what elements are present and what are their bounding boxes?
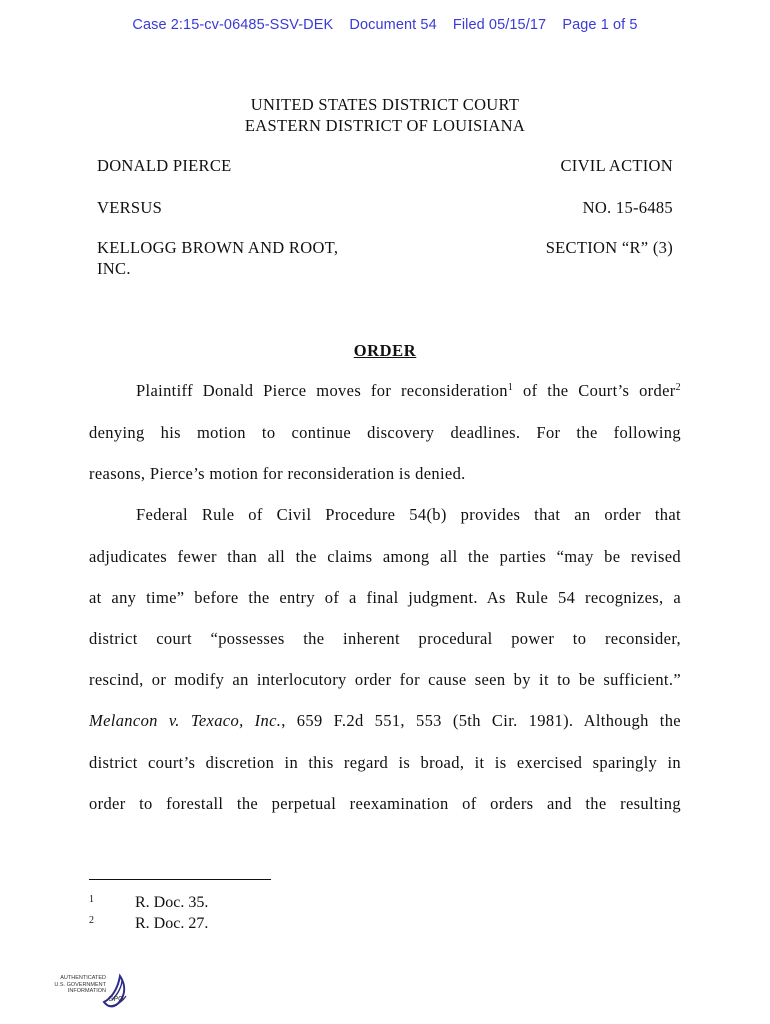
filed-date: Filed 05/15/17 xyxy=(452,17,547,33)
court-heading xyxy=(0,94,770,136)
gpo-eagle-icon xyxy=(98,972,134,1012)
gpo-authentication-seal xyxy=(44,972,134,1016)
gpo-mark: GPO xyxy=(108,996,124,1003)
court-name: UNITED STATES DISTRICT COURT xyxy=(250,95,520,114)
p2-line-5: rescind, or modify an interlocutory order for cause seen by it to be sufficient.” xyxy=(89,670,681,689)
defendant-name xyxy=(97,237,338,279)
plaintiff-name: DONALD PIERCE xyxy=(97,156,232,175)
document-title: ORDER xyxy=(353,341,417,360)
footnote-ref-1[interactable]: 1 xyxy=(507,382,514,393)
defendant-line-1: KELLOGG BROWN AND ROOT, xyxy=(97,238,339,257)
case-citation: Melancon v. Texaco, Inc. xyxy=(89,711,282,730)
section-label: SECTION “R” (3) xyxy=(545,238,673,257)
civil-action-label: CIVIL ACTION xyxy=(560,156,673,175)
footnote-text: R. Doc. 27. xyxy=(135,915,209,932)
footnote-2 xyxy=(89,911,208,931)
p2-line-8: order to forestall the perpetual reexamination of orders and the resulting xyxy=(89,794,681,813)
defendant-line-2: INC. xyxy=(97,259,131,278)
docket-number: NO. 15-6485 xyxy=(582,198,673,217)
p1-line-2: denying his motion to continue discovery deadlines. For the following xyxy=(89,423,681,442)
page-number: Page 1 of 5 xyxy=(562,17,638,33)
court-district: EASTERN DISTRICT OF LOUISIANA xyxy=(244,116,526,135)
p2-line-6: Melancon v. Texaco, Inc., 659 F.2d 551, 553 (5th Cir. 1981). Although the xyxy=(89,711,681,730)
footnote-number: 2 xyxy=(89,915,94,926)
p2-line-7: district court’s discretion in this regard is broad, it is exercised sparingly in xyxy=(89,753,681,772)
document-number: Document 54 xyxy=(349,17,437,33)
footnote-number: 1 xyxy=(89,894,94,905)
footnote-1 xyxy=(89,890,208,910)
footnote-ref-2[interactable]: 2 xyxy=(675,382,681,393)
p1-line-1: Plaintiff Donald Pierce moves for reconsideration$^1$ of the Court’s order$^2$ xyxy=(136,381,681,400)
p2-line-1: Federal Rule of Civil Procedure 54(b) provides that an order that xyxy=(136,505,681,524)
p2-line-3: at any time” before the entry of a final judgment. As Rule 54 recognizes, a xyxy=(89,588,681,607)
footnote-text: R. Doc. 35. xyxy=(135,894,209,911)
p2-line-4: district court “possesses the inherent procedural power to reconsider, xyxy=(89,629,681,648)
filing-stamp xyxy=(0,17,770,33)
p1-line-3: reasons, Pierce’s motion for reconsideration is denied. xyxy=(89,464,466,483)
p2-line-2: adjudicates fewer than all the claims among all the parties “may be revised xyxy=(89,547,681,566)
versus-label: VERSUS xyxy=(97,198,163,217)
case-number: Case 2:15-cv-06485-SSV-DEK xyxy=(132,17,334,33)
footnote-divider xyxy=(89,879,271,880)
gpo-seal-text: AUTHENTICATED U.S. GOVERNMENT INFORMATION xyxy=(54,975,106,994)
